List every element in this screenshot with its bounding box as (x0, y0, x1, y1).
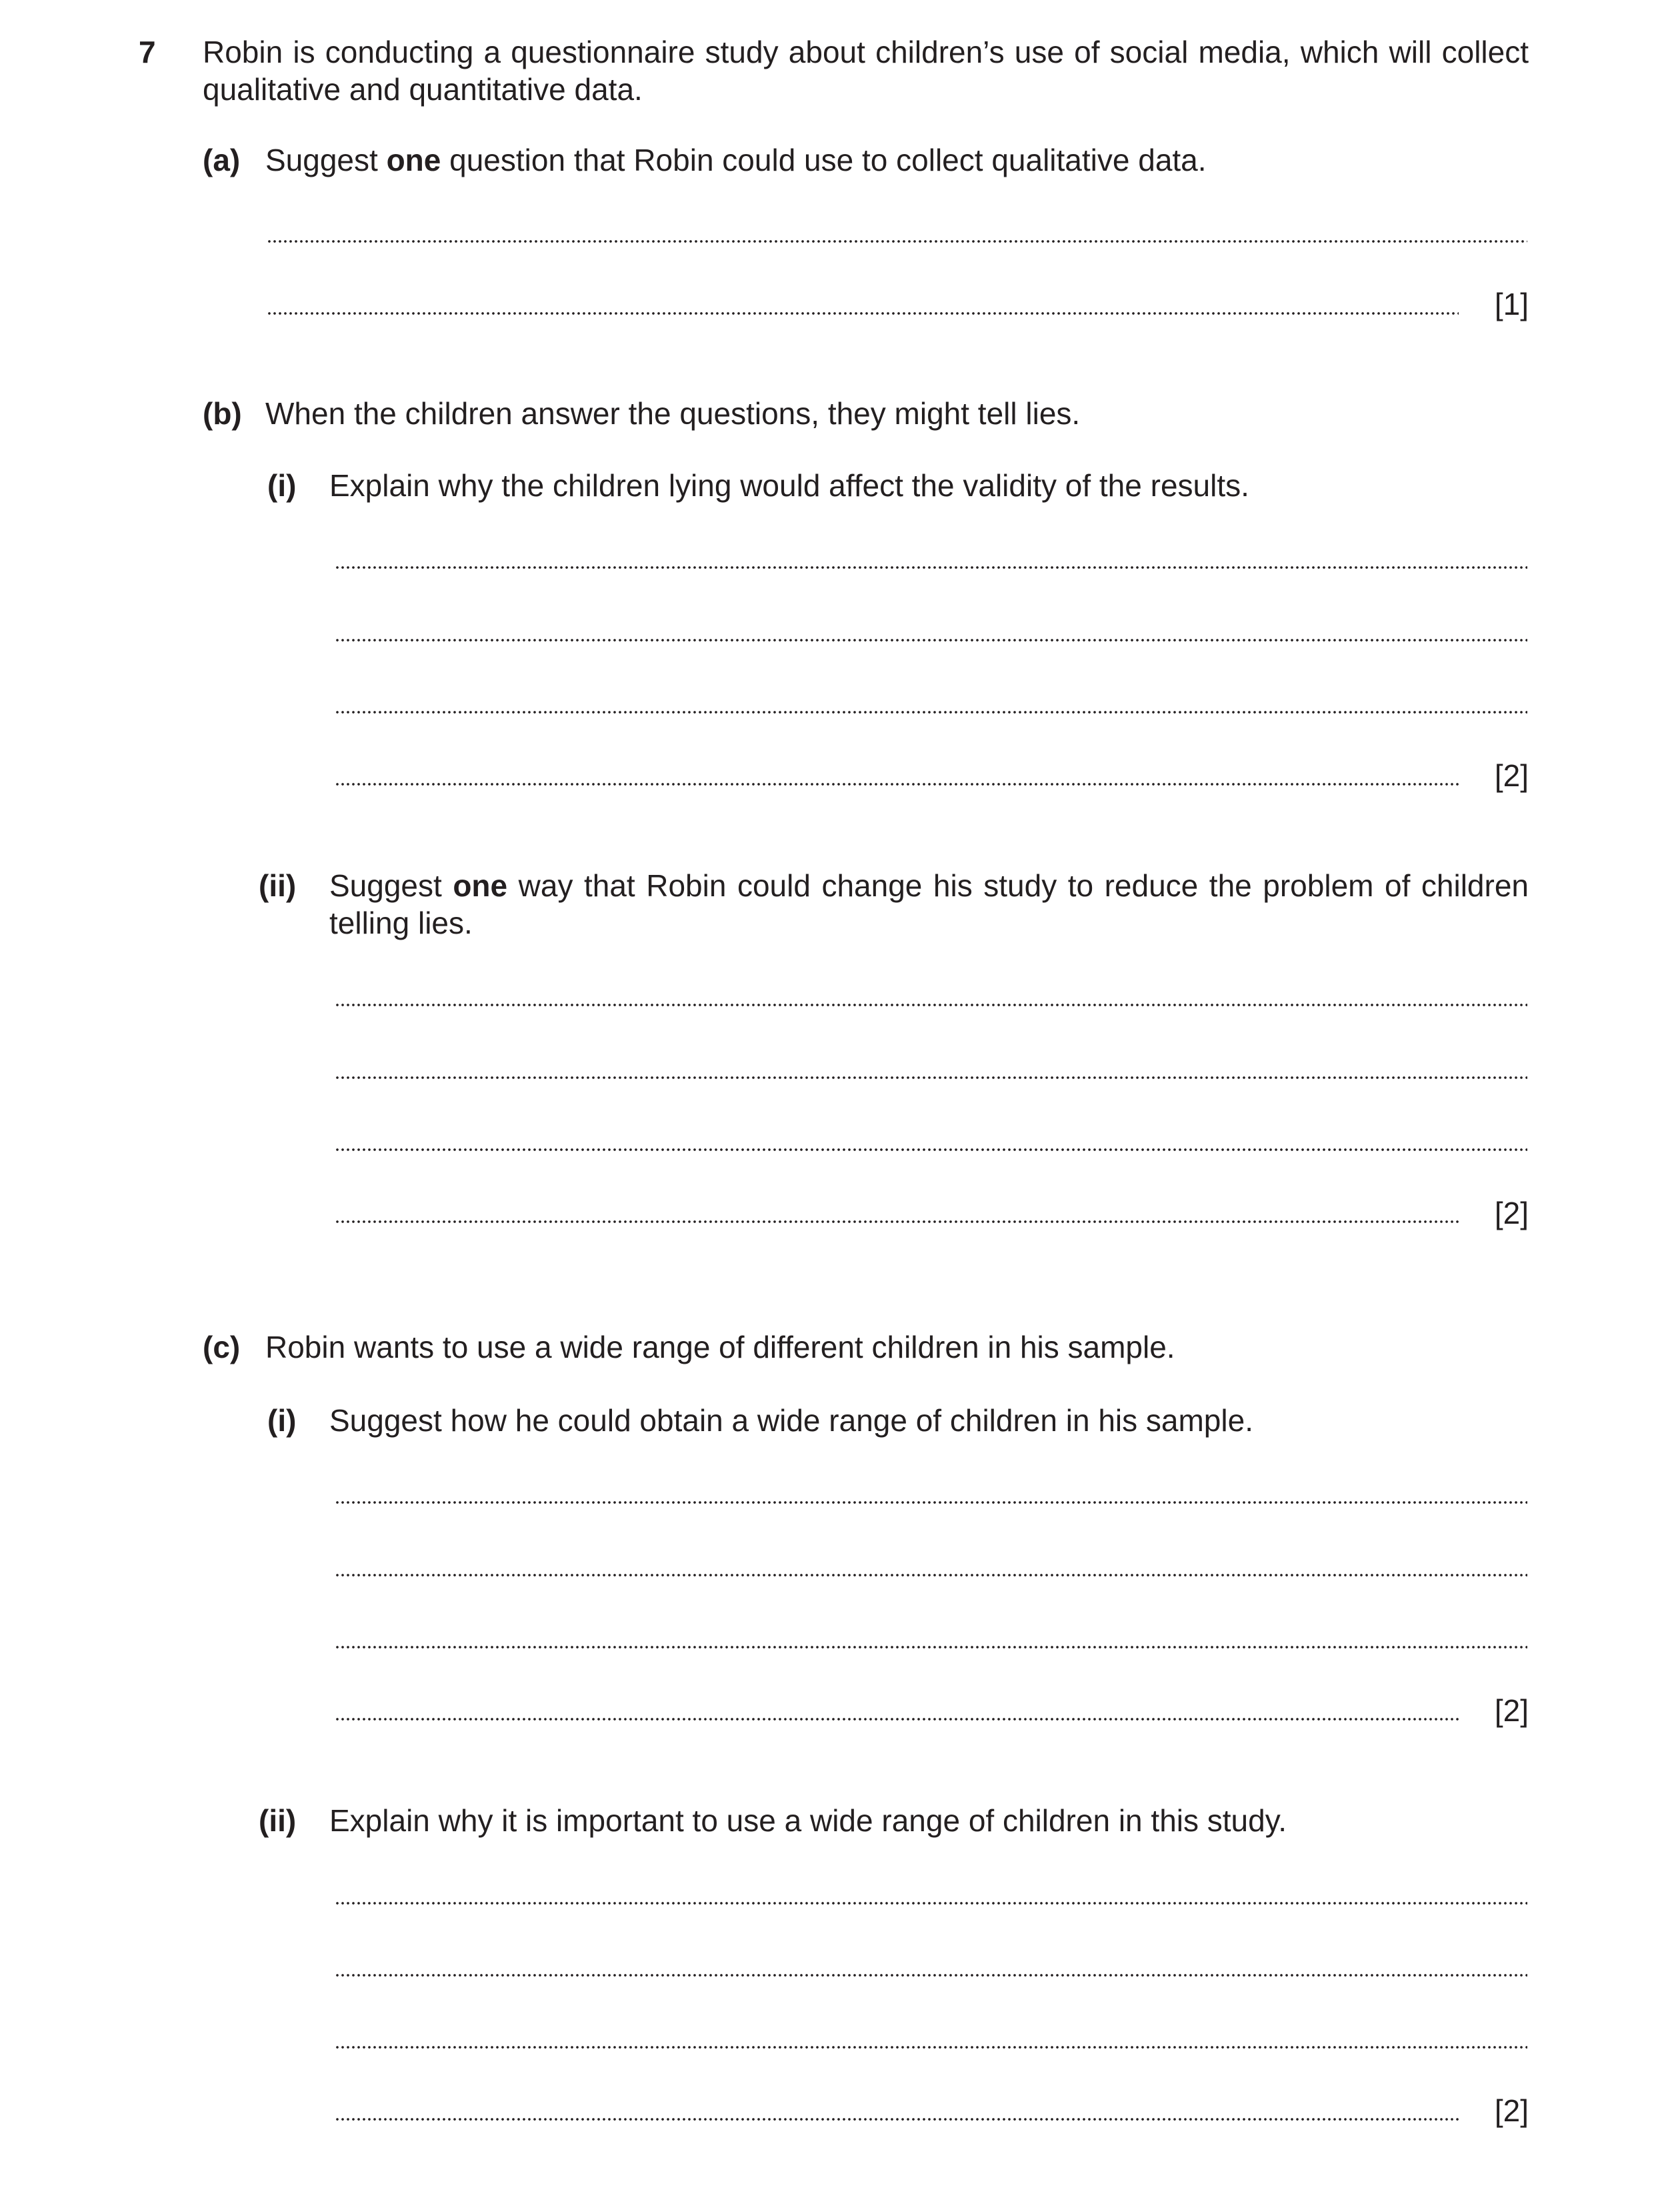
part-c-ii-prompt: Explain why it is important to use a wide range of children in this study. (329, 1803, 1287, 1838)
part-b-prompt: When the children answer the questions, they might tell lies. (265, 396, 1081, 431)
answer-line-b-ii-2[interactable] (335, 1076, 1527, 1079)
part-b-ii-marks: [2] (1494, 1196, 1529, 1230)
answer-line-a-1[interactable] (267, 240, 1527, 243)
part-b-i-marks: [2] (1494, 758, 1529, 793)
question-number: 7 (139, 35, 156, 69)
answer-line-c-ii-1[interactable] (335, 1902, 1527, 1905)
answer-line-c-ii-3[interactable] (335, 2046, 1527, 2049)
question-stem-line-2: qualitative and quantitative data. (203, 72, 643, 107)
part-b-ii-text-after: way that Robin could change his study to reduce the problem of children (507, 868, 1529, 903)
answer-line-b-ii-4[interactable] (335, 1220, 1459, 1223)
part-b-ii-label: (ii) (259, 868, 297, 903)
answer-line-c-i-2[interactable] (335, 1574, 1527, 1576)
answer-line-b-i-1[interactable] (335, 566, 1527, 569)
part-b-ii-emphasis: one (453, 868, 508, 903)
part-b-ii-line-1 (329, 867, 1529, 904)
part-c-i-prompt: Suggest how he could obtain a wide range of children in his sample. (329, 1403, 1253, 1438)
part-c-i-marks: [2] (1494, 1693, 1529, 1728)
answer-line-b-ii-3[interactable] (335, 1148, 1527, 1151)
answer-line-c-ii-4[interactable] (335, 2118, 1459, 2121)
part-c-ii-label: (ii) (259, 1803, 297, 1838)
answer-line-c-ii-2[interactable] (335, 1974, 1527, 1977)
part-b-ii-prompt (329, 867, 1529, 942)
part-b-label: (b) (203, 396, 242, 431)
part-a-text-before: Suggest (265, 143, 387, 177)
answer-line-c-i-4[interactable] (335, 1718, 1459, 1721)
answer-line-c-i-3[interactable] (335, 1646, 1527, 1648)
part-b-ii-line-2: telling lies. (329, 906, 473, 940)
answer-line-b-i-3[interactable] (335, 711, 1527, 714)
answer-line-c-i-1[interactable] (335, 1501, 1527, 1504)
part-c-prompt: Robin wants to use a wide range of different children in his sample. (265, 1330, 1175, 1364)
question-stem (203, 33, 1529, 108)
answer-line-b-i-2[interactable] (335, 639, 1527, 642)
question-stem-line-1: Robin is conducting a questionnaire study about children’s use of social media, which will collect (203, 35, 1529, 69)
part-c-i-label: (i) (267, 1403, 297, 1438)
answer-line-a-2[interactable] (267, 312, 1459, 315)
part-a-marks: [1] (1494, 287, 1529, 321)
answer-line-b-ii-1[interactable] (335, 1004, 1527, 1006)
part-a-label: (a) (203, 143, 241, 177)
part-b-i-label: (i) (267, 468, 297, 503)
part-b-i-prompt: Explain why the children lying would affect the validity of the results. (329, 468, 1249, 503)
part-c-label: (c) (203, 1330, 241, 1364)
part-a-prompt (265, 141, 1207, 179)
part-a-emphasis: one (386, 143, 441, 177)
part-c-ii-marks: [2] (1494, 2093, 1529, 2128)
answer-line-b-i-4[interactable] (335, 783, 1459, 786)
part-b-ii-text-before: Suggest (329, 868, 453, 903)
part-a-text-after: question that Robin could use to collect qualitative data. (441, 143, 1207, 177)
